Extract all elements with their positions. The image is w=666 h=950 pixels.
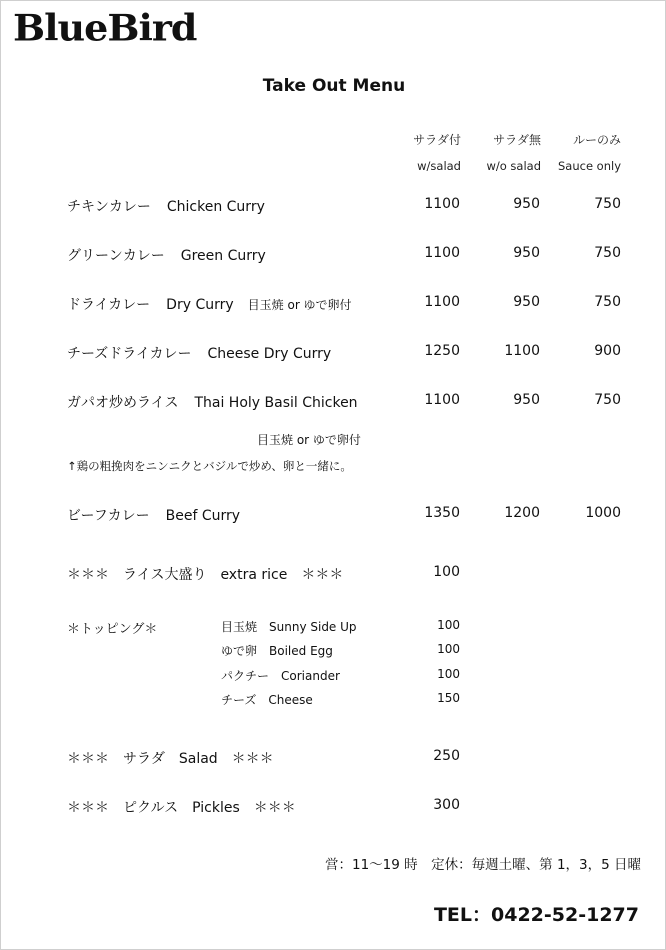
menu-title: Take Out Menu <box>262 76 406 96</box>
item-note: 目玉焼 or ゆで卵付 <box>247 298 352 312</box>
price-wo-salad: 950 <box>513 294 540 310</box>
topping-price: 150 <box>437 691 460 705</box>
col-header-w-salad-ja: サラダ付 <box>413 133 461 147</box>
col-header-sauce-only-en: Sauce only <box>557 159 621 173</box>
brand-logo: BlueBird <box>13 6 197 49</box>
price-wo-salad: 950 <box>513 392 540 408</box>
topping-name-en: Boiled Egg <box>269 644 333 658</box>
topping-price: 100 <box>437 642 460 656</box>
topping-name-ja: 目玉焼 <box>221 620 258 634</box>
price-wo-salad: 1200 <box>504 505 540 521</box>
price-sauce-only: 750 <box>594 196 621 212</box>
gapao-description: ↑鶏の粗挽肉をニンニクとバジルで炒め、卵と一緒に。 <box>67 459 352 473</box>
col-header-wo-salad-ja: サラダ無 <box>493 133 541 147</box>
topping-name-en: Coriander <box>281 669 340 683</box>
item-name-ja: ドライカレー <box>67 297 151 313</box>
extra-rice-price: 100 <box>433 564 460 580</box>
item-name-ja: ガパオ炒めライス <box>67 395 179 411</box>
item-name-ja: グリーンカレー <box>67 248 165 264</box>
topping-name-ja: ゆで卵 <box>221 644 258 658</box>
topping-item <box>221 667 340 684</box>
price-w-salad: 1100 <box>424 196 460 212</box>
business-hours: 営：11〜19 時 定休：毎週土曜、第 1，3，5 日曜 <box>325 857 641 873</box>
item-name-en: Green Curry <box>180 248 266 264</box>
menu-item-chicken-curry <box>67 196 265 216</box>
topping-item <box>221 642 333 659</box>
price-sauce-only: 750 <box>594 245 621 261</box>
item-name-en: Cheese Dry Curry <box>207 346 332 362</box>
topping-name-ja: チーズ <box>221 693 257 707</box>
topping-label: ＊トッピング＊ <box>67 622 158 637</box>
extra-rice-label: ＊＊＊ ライス大盛り extra rice ＊＊＊ <box>67 567 344 583</box>
gapao-egg-note: 目玉焼 or ゆで卵付 <box>257 433 361 447</box>
menu-item-dry-curry <box>67 294 352 314</box>
topping-item <box>221 691 313 708</box>
pickles-label: ＊＊＊ ピクルス Pickles ＊＊＊ <box>67 800 296 816</box>
menu-item-gapao-rice <box>67 392 358 412</box>
price-w-salad: 1100 <box>424 245 460 261</box>
price-wo-salad: 1100 <box>504 343 540 359</box>
col-header-wo-salad-en: w/o salad <box>486 159 541 173</box>
item-name-ja: ビーフカレー <box>67 508 150 524</box>
col-header-sauce-only-ja: ルーのみ <box>572 133 621 147</box>
price-sauce-only: 1000 <box>585 505 621 521</box>
price-w-salad: 1350 <box>424 505 460 521</box>
topping-item <box>221 618 357 635</box>
item-name-en: Beef Curry <box>165 508 241 524</box>
price-sauce-only: 750 <box>594 294 621 310</box>
price-w-salad: 1250 <box>424 343 460 359</box>
price-sauce-only: 900 <box>594 343 621 359</box>
item-name-ja: チキンカレー <box>67 199 151 215</box>
topping-name-en: Cheese <box>268 693 313 707</box>
pickles-price: 300 <box>433 797 460 813</box>
topping-name-en: Sunny Side Up <box>269 620 357 634</box>
salad-label: ＊＊＊ サラダ Salad ＊＊＊ <box>67 751 274 767</box>
menu-item-cheese-dry-curry <box>67 343 331 363</box>
item-name-ja: チーズドライカレー <box>67 346 192 362</box>
price-wo-salad: 950 <box>513 196 540 212</box>
menu-item-beef-curry <box>67 505 240 525</box>
price-w-salad: 1100 <box>424 294 460 310</box>
menu-item-green-curry <box>67 245 266 265</box>
topping-name-ja: パクチー <box>221 669 270 683</box>
phone-number: TEL：0422-52-1277 <box>433 904 639 926</box>
topping-price: 100 <box>437 667 460 681</box>
item-name-en: Chicken Curry <box>166 199 265 215</box>
topping-price: 100 <box>437 618 460 632</box>
price-w-salad: 1100 <box>424 392 460 408</box>
price-wo-salad: 950 <box>513 245 540 261</box>
item-name-en: Dry Curry <box>166 297 234 313</box>
col-header-w-salad-en: w/salad <box>417 159 461 173</box>
item-name-en: Thai Holy Basil Chicken <box>194 395 358 411</box>
salad-price: 250 <box>433 748 460 764</box>
price-sauce-only: 750 <box>594 392 621 408</box>
